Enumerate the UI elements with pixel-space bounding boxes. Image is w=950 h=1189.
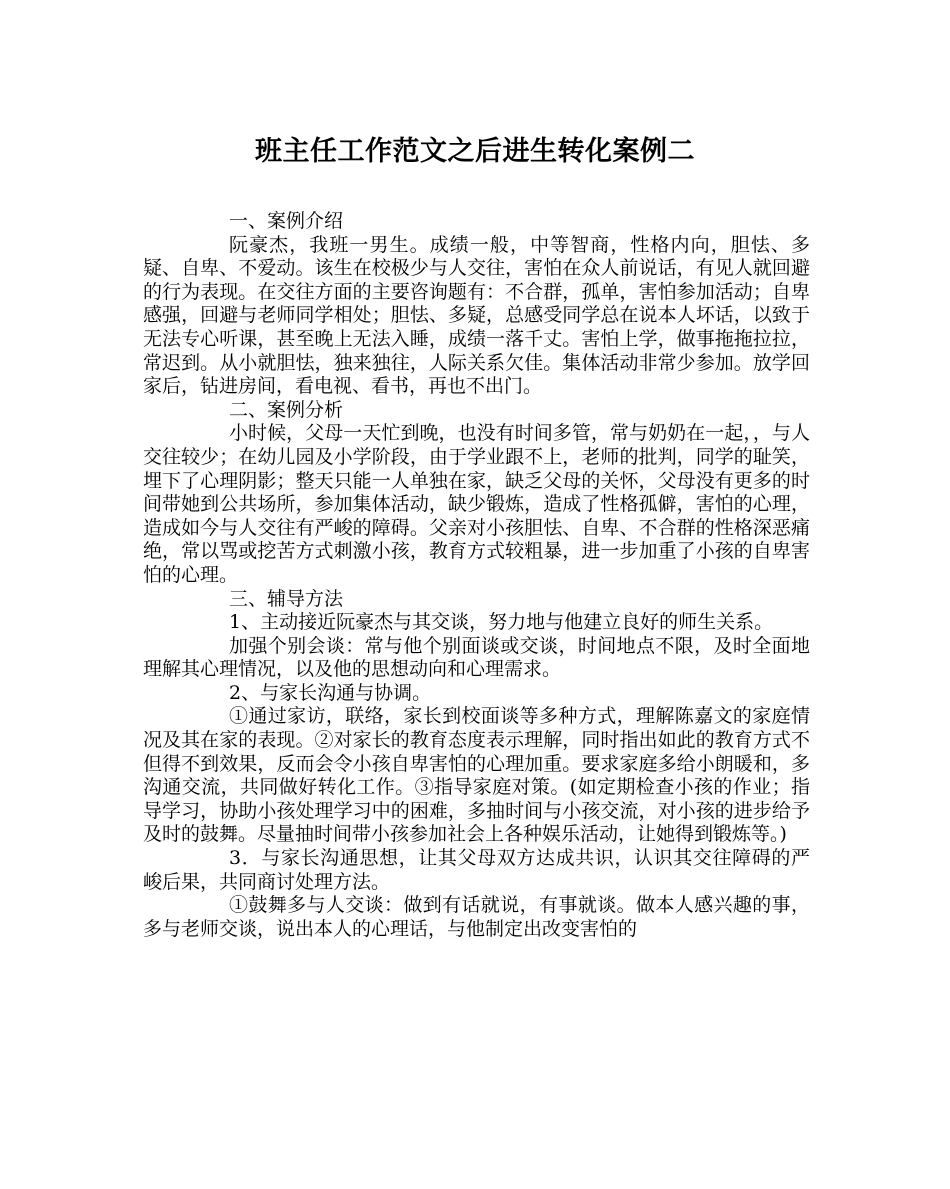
body-paragraph: ①通过家访，联络，家长到校面谈等多种方式，理解陈嘉文的家庭情况及其在家的表现。②对家长的教育态度表示理解，同时指出如此的教育方式不但得不到效果，反而会令小孩自卑害怕的心理加重。要求家庭多给小朗暖和，多沟通交流，共同做好转化工作。③指导家庭对策。(如定期检查小孩的作业；指导学习，协助小孩处理学习中的困难，多抽时间与小孩交流，对小孩的进步给予及时的鼓舞。尽量抽时间带小孩参加社会上各种娱乐活动，让她得到锻炼等。) [143,705,810,846]
section-heading-case-analysis: 二、案例分析 [229,398,344,421]
body-paragraph: 1、主动接近阮豪杰与其交谈，努力地与他建立良好的师生关系。 [229,611,774,634]
body-paragraph: 小时候，父母一天忙到晚，也没有时间多管，常与奶奶在一起，，与人交往较少；在幼儿园及小学阶段，由于学业跟不上，老师的批判，同学的耻笑，埋下了心理阴影；整天只能一人单独在家，缺乏父母的关怀，父母没有更多的时间带她到公共场所，参加集体活动，缺少锻炼，造成了性格孤僻，害怕的心理，造成如今与人交往有严峻的障碍。父亲对小孩胆怯、自卑、不合群的性格深恶痛绝，常以骂或挖苦方式刺激小孩，教育方式较粗暴，进一步加重了小孩的自卑害怕的心理。 [143,422,810,586]
body-paragraph: 3．与家长沟通思想，让其父母双方达成共识，认识其交往障碍的严峻后果，共同商讨处理方法。 [143,847,810,893]
body-paragraph: 2、与家长沟通与协调。 [229,681,432,704]
body-paragraph: 加强个别会谈：常与他个别面谈或交谈，时间地点不限，及时全面地理解其心理情况，以及他的思想动向和心理需求。 [143,634,810,681]
document-body [143,210,810,941]
section-heading-counseling-methods: 三、辅导方法 [229,587,344,610]
document-title: 班主任工作范文之后进生转化案例二 [255,136,695,167]
body-paragraph: ①鼓舞多与人交谈：做到有话就说，有事就谈。做本人感兴趣的事，多与老师交谈，说出本人的心理话，与他制定出改变害怕的 [143,894,810,940]
body-paragraph: 阮豪杰，我班一男生。成绩一般，中等智商，性格内向，胆怯、多疑、自卑、不爱动。该生在校极少与人交往，害怕在众人前说话，有见人就回避的行为表现。在交往方面的主要咨询题有：不合群，孤单，害怕参加活动；自卑感强，回避与老师同学相处；胆怯、多疑，总感受同学总在说本人坏话，以致于无法专心听课，甚至晚上无法入睡，成绩一落千丈。害怕上学，做事拖拖拉拉，常迟到。从小就胆怯，独来独往，人际关系欠佳。集体活动非常少参加。放学回家后，钻进房间，看电视、看书，再也不出门。 [143,233,810,398]
section-heading-case-intro: 一、案例介绍 [229,210,344,232]
